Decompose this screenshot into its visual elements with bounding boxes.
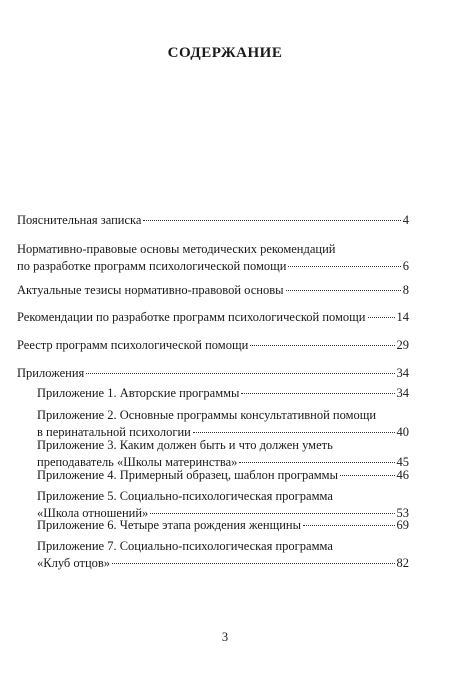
toc-entry-title-cont: «Клуб отцов» <box>37 556 111 570</box>
toc-entry-line <box>17 309 409 326</box>
toc-entry-title: Приложения <box>17 366 85 380</box>
toc-entry-title: Приложение 5. Социально-психологическая программа <box>37 489 333 503</box>
toc-page-number: 46 <box>396 468 409 482</box>
toc-entry-title: Приложение 3. Каким должен быть и что должен уметь <box>37 438 333 452</box>
toc-entry-title: Актуальные тезисы нормативно-правовой основы <box>17 283 284 297</box>
toc-entry-title-cont: «Школа отношений» <box>37 506 149 520</box>
toc-entry <box>17 282 409 299</box>
toc-entry-title: Приложение 1. Авторские программы <box>37 386 240 400</box>
dot-leader <box>241 393 394 394</box>
dot-leader <box>368 317 395 318</box>
toc-subentry <box>37 467 409 484</box>
toc-entry-title: Приложение 4. Примерный образец, шаблон программы <box>37 468 338 482</box>
dot-leader <box>150 513 394 514</box>
dot-leader <box>143 220 400 221</box>
dot-leader <box>340 475 395 476</box>
toc-entry-title: Приложение 6. Четыре этапа рождения женщины <box>37 518 301 532</box>
toc-page-number: 45 <box>396 455 409 469</box>
toc-entry-title-cont: в перинатальной психологии <box>37 425 191 439</box>
toc-entry-title: Приложение 7. Социально-психологическая программа <box>37 539 333 553</box>
toc-subentry <box>37 407 409 441</box>
dot-leader <box>86 373 394 374</box>
toc-page-number: 8 <box>402 283 409 297</box>
toc-entry <box>17 337 409 354</box>
toc-entry <box>17 365 409 382</box>
toc-entry-title: Рекомендации по разработке программ психологической помощи <box>17 310 366 324</box>
toc-entry-line <box>17 282 409 299</box>
toc-entry-line <box>37 385 409 402</box>
toc-page-number: 53 <box>396 506 409 520</box>
dot-leader <box>288 266 400 267</box>
toc-entry-title: Приложение 2. Основные программы консультативной помощи <box>37 408 377 422</box>
dot-leader <box>303 525 395 526</box>
dot-leader <box>250 345 394 346</box>
toc-page-number: 34 <box>396 386 409 400</box>
toc-entry <box>17 309 409 326</box>
toc-page-number: 82 <box>396 556 409 570</box>
dot-leader <box>239 462 394 463</box>
toc-entry-title: Реестр программ психологической помощи <box>17 338 249 352</box>
toc-subentry <box>37 538 409 572</box>
toc-page-number: 34 <box>396 366 409 380</box>
toc-page-number: 14 <box>396 310 409 324</box>
toc-page-number: 4 <box>402 213 409 227</box>
toc-page-number: 40 <box>396 425 409 439</box>
page-number: 3 <box>221 630 229 644</box>
toc-page-number: 29 <box>396 338 409 352</box>
toc-subentry <box>37 437 409 471</box>
toc-entry-title: Нормативно-правовые основы методических рекомендаций <box>17 242 336 256</box>
toc-entry-title-cont: преподаватель «Школы материнства» <box>37 455 238 469</box>
toc-page-number: 69 <box>396 518 409 532</box>
toc-entry <box>17 241 409 275</box>
toc-entry-line <box>17 212 409 229</box>
toc-entry <box>17 212 409 229</box>
toc-entry-line <box>37 467 409 484</box>
dot-leader <box>193 432 395 433</box>
toc-page-number: 6 <box>402 259 409 273</box>
toc-entry-line <box>37 555 409 572</box>
toc-entry-title: Пояснительная записка <box>17 213 142 227</box>
toc-subentry <box>37 517 409 534</box>
toc-subentry <box>37 385 409 402</box>
page-title: СОДЕРЖАНИЕ <box>167 45 283 61</box>
toc-entry-line <box>17 258 409 275</box>
toc-entry-line <box>17 337 409 354</box>
toc-entry-line <box>17 365 409 382</box>
toc-entry-title-cont: по разработке программ психологической помощи <box>17 259 287 273</box>
dot-leader <box>112 563 394 564</box>
toc-entry-line <box>37 517 409 534</box>
dot-leader <box>286 290 401 291</box>
